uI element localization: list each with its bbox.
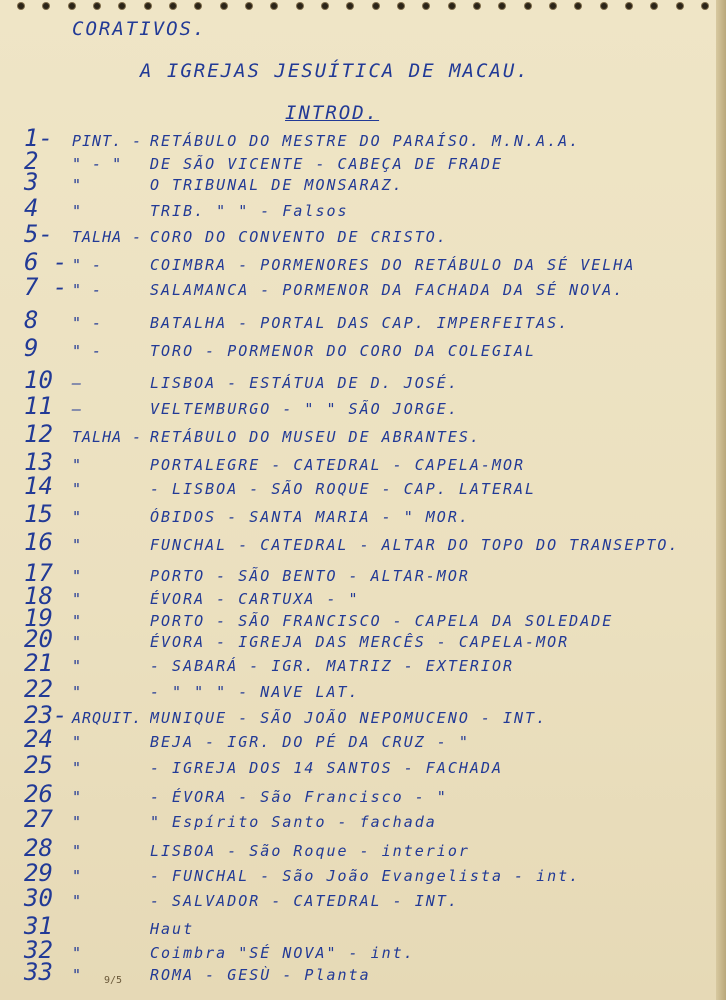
line-number: 18 (24, 582, 53, 610)
line-number: 15 (24, 500, 53, 528)
line-number: 29 (24, 859, 53, 887)
line-category: " (72, 657, 83, 675)
line-number: 31 (24, 912, 53, 940)
line-number: 10 (24, 366, 53, 394)
line-description: TORO - PORMENOR DO CORO DA COLEGIAL (150, 342, 537, 360)
line-number: 17 (24, 559, 53, 587)
line-number: 13 (24, 448, 53, 476)
line-description: CORO DO CONVENTO DE CRISTO. (150, 228, 448, 246)
page-edge (716, 0, 726, 1000)
line-description: BEJA - IGR. DO PÉ DA CRUZ - " (150, 733, 470, 751)
line-number: 25 (24, 751, 53, 779)
line-description: Haut (150, 920, 195, 938)
line-description: - ÉVORA - São Francisco - " (150, 788, 448, 806)
line-category: — (72, 400, 83, 418)
line-category: " (72, 456, 83, 474)
line-description: - SABARÁ - IGR. MATRIZ - EXTERIOR (150, 657, 515, 675)
line-category: " (72, 842, 83, 860)
line-category: " (72, 966, 83, 984)
line-number: 6 - (24, 248, 68, 276)
line-number: 11 (24, 392, 53, 420)
line-number: 16 (24, 528, 53, 556)
line-description: SALAMANCA - PORMENOR DA FACHADA DA SÉ NOVA. (150, 281, 625, 299)
line-description: DE SÃO VICENTE - CABEÇA DE FRADE (150, 155, 503, 173)
line-number: 28 (24, 834, 53, 862)
line-category: " (72, 536, 83, 554)
line-category: " (72, 480, 83, 498)
line-description: - SALVADOR - CATEDRAL - INT. (150, 892, 459, 910)
line-description: LISBOA - São Roque - interior (150, 842, 470, 860)
line-number: 12 (24, 420, 53, 448)
line-number: 4 (24, 194, 39, 222)
line-category: ARQUIT. (72, 709, 143, 727)
line-category: " (72, 508, 83, 526)
intro-heading: INTROD. (285, 102, 380, 124)
line-category: " - (72, 342, 103, 360)
line-number: 14 (24, 472, 53, 500)
line-category: " (72, 567, 83, 585)
line-number: 20 (24, 625, 53, 653)
line-description: O TRIBUNAL DE MONSARAZ. (150, 176, 404, 194)
line-description: FUNCHAL - CATEDRAL - ALTAR DO TOPO DO TRANSEPTO. (150, 536, 680, 554)
line-description: ÉVORA - CARTUXA - " (150, 590, 360, 608)
line-category: " (72, 176, 83, 194)
line-description: BATALHA - PORTAL DAS CAP. IMPERFEITAS. (150, 314, 570, 332)
line-description: RETÁBULO DO MESTRE DO PARAÍSO. M.N.A.A. (150, 132, 581, 150)
line-number: 27 (24, 805, 53, 833)
line-description: RETÁBULO DO MUSEU DE ABRANTES. (150, 428, 481, 446)
line-description: - LISBOA - SÃO ROQUE - CAP. LATERAL (150, 480, 537, 498)
line-category: TALHA - (72, 228, 143, 246)
line-category: " (72, 867, 83, 885)
line-number: 30 (24, 884, 53, 912)
line-description: ÉVORA - IGREJA DAS MERCÊS - CAPELA-MOR (150, 633, 570, 651)
line-number: 24 (24, 725, 53, 753)
line-description: TRIB. " " - Falsos (150, 202, 349, 220)
line-number: 23- (24, 701, 68, 729)
line-number: 9 (24, 334, 39, 362)
line-number: 26 (24, 780, 53, 808)
line-description: - IGREJA DOS 14 SANTOS - FACHADA (150, 759, 503, 777)
line-category: " (72, 813, 83, 831)
line-description: PORTO - SÃO BENTO - ALTAR-MOR (150, 567, 470, 585)
line-number: 21 (24, 649, 53, 677)
line-description: Coimbra "SÉ NOVA" - int. (150, 944, 415, 962)
line-number: 8 (24, 306, 39, 334)
line-category: " (72, 612, 83, 630)
line-description: ROMA - GESÙ - Planta (150, 966, 371, 984)
line-category: PINT. - (72, 132, 143, 150)
line-description: VELTEMBURGO - " " SÃO JORGE. (150, 400, 459, 418)
spiral-binding (0, 0, 726, 14)
line-description: - FUNCHAL - São João Evangelista - int. (150, 867, 581, 885)
line-number: 3 (24, 168, 39, 196)
line-description: MUNIQUE - SÃO JOÃO NEPOMUCENO - INT. (150, 709, 548, 727)
line-description: PORTO - SÃO FRANCISCO - CAPELA DA SOLEDADE (150, 612, 614, 630)
line-category: " (72, 759, 83, 777)
line-number: 2 (24, 147, 39, 175)
line-description: " Espírito Santo - fachada (150, 813, 437, 831)
line-category: " - (72, 314, 103, 332)
page-mark: 9/5 (104, 975, 123, 986)
line-number: 33 (24, 958, 53, 986)
line-description: LISBOA - ESTÁTUA DE D. JOSÉ. (150, 374, 459, 392)
line-description: PORTALEGRE - CATEDRAL - CAPELA-MOR (150, 456, 526, 474)
line-category: " (72, 733, 83, 751)
line-description: ÓBIDOS - SANTA MARIA - " MOR. (150, 508, 470, 526)
line-number: 19 (24, 604, 53, 632)
line-category: " - " (72, 155, 123, 173)
line-number: 7 - (24, 273, 68, 301)
line-category: " (72, 788, 83, 806)
line-number: 22 (24, 675, 53, 703)
line-category: — (72, 374, 83, 392)
line-category: " (72, 633, 83, 651)
line-category: " - (72, 256, 103, 274)
line-description: - " " " - NAVE LAT. (150, 683, 360, 701)
line-category: TALHA - (72, 428, 143, 446)
line-category: " (72, 683, 83, 701)
line-number: 1- (24, 124, 53, 152)
line-category: " (72, 944, 83, 962)
page-title: CORATIVOS. (72, 18, 207, 40)
line-number: 32 (24, 936, 53, 964)
line-category: " - (72, 281, 103, 299)
line-category: " (72, 590, 83, 608)
line-category: " (72, 892, 83, 910)
page-subtitle: A IGREJAS JESUÍTICA DE MACAU. (140, 60, 530, 82)
line-number: 5- (24, 220, 53, 248)
line-description: COIMBRA - PORMENORES DO RETÁBULO DA SÉ VELHA (150, 256, 636, 274)
line-category: " (72, 202, 83, 220)
